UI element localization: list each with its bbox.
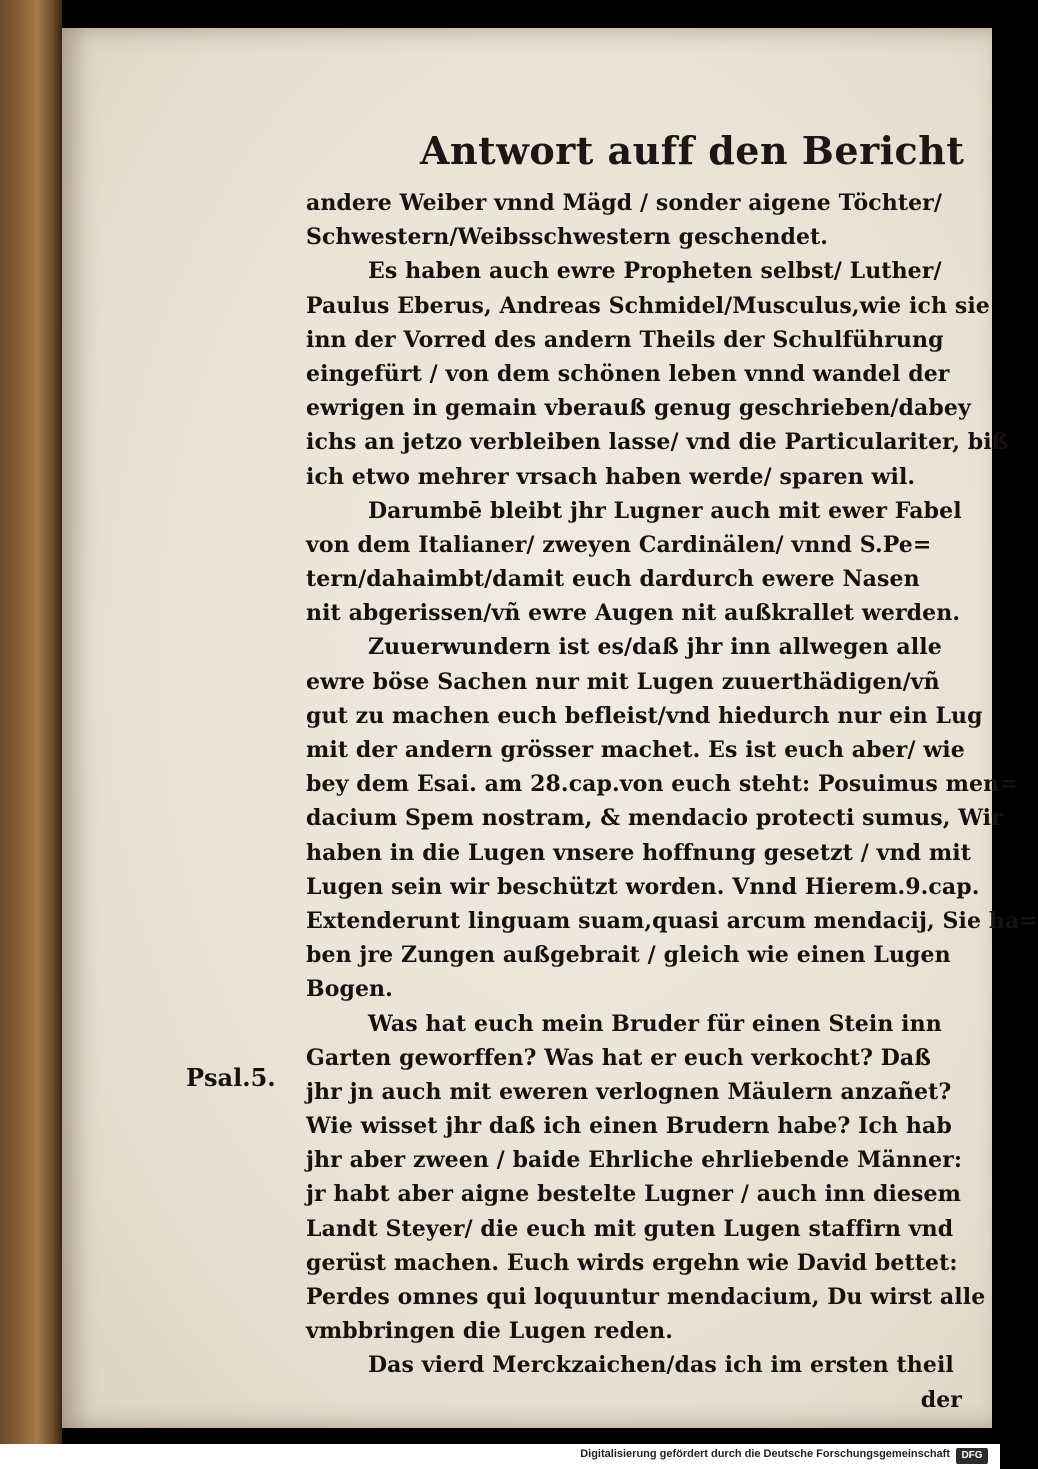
body-text bbox=[306, 186, 1038, 1417]
text-line: Das vierd Merckzaichen/das ich im ersten theil bbox=[368, 1352, 954, 1379]
footer-bar bbox=[0, 1444, 1000, 1469]
text-line: ich etwo mehrer vrsach haben werde/ sparen wil. bbox=[306, 463, 916, 490]
text-line: eingefürt / von dem schönen leben vnnd wandel der bbox=[306, 360, 950, 387]
text-line: Paulus Eberus, Andreas Schmidel/Musculus,wie ich sie bbox=[306, 292, 990, 319]
text-line: dacium Spem nostram, & mendacio protecti sumus, Wir bbox=[306, 805, 1003, 832]
text-line: vmbbringen die Lugen reden. bbox=[306, 1318, 674, 1345]
text-line: jr habt aber aigne bestelte Lugner / auch inn diesem bbox=[306, 1181, 961, 1208]
text-line: gerüst machen. Euch wirds ergehn wie David bettet: bbox=[306, 1249, 958, 1276]
text-line: ewrigen in gemain vberauß genug geschrieben/dabey bbox=[306, 395, 971, 422]
text-line: Landt Steyer/ die euch mit guten Lugen staffirn vnd bbox=[306, 1215, 954, 1242]
text-line: von dem Italianer/ zweyen Cardinälen/ vnnd S.Pe= bbox=[306, 531, 932, 558]
text-line: Darumbē bleibt jhr Lugner auch mit ewer Fabel bbox=[368, 497, 962, 524]
text-line: Perdes omnes qui loquuntur mendacium, Du wirst alle bbox=[306, 1284, 986, 1310]
text-line: Extenderunt linguam suam,quasi arcum mendacij, Sie ha= bbox=[306, 907, 1038, 934]
text-line: mit der andern grösser machet. Es ist euch aber/ wie bbox=[306, 737, 965, 763]
text-line: jhr aber zween / baide Ehrliche ehrliebende Männer: bbox=[306, 1147, 963, 1174]
text-line: tern/dahaimbt/damit euch dardurch ewere Nasen bbox=[306, 566, 920, 593]
margin-note: Psal.5. bbox=[186, 1063, 276, 1092]
running-head: Antwort auff den Bericht bbox=[420, 128, 965, 173]
text-line: ben jre Zungen außgebrait / gleich wie einen Lugen bbox=[306, 942, 951, 969]
funding-credit: Digitalisierung gefördert durch die Deutsche Forschungsgemeinschaft bbox=[580, 1448, 950, 1460]
text-line: inn der Vorred des andern Theils der Schulführung bbox=[306, 326, 944, 353]
book-edge bbox=[0, 0, 62, 1444]
dfg-logo-icon: DFG bbox=[956, 1448, 988, 1464]
text-line: Lugen sein wir beschützt worden. Vnnd Hierem.9.cap. bbox=[306, 873, 980, 900]
text-line: haben in die Lugen vnsere hoffnung gesetzt / vnd mit bbox=[306, 839, 971, 866]
text-line: Bogen. bbox=[306, 976, 393, 1003]
text-line: bey dem Esai. am 28.cap.von euch steht: Posuimus men= bbox=[306, 771, 1018, 798]
text-line: nit abgerissen/vñ ewre Augen nit außkrallet werden. bbox=[306, 600, 961, 627]
text-line: Es haben auch ewre Propheten selbst/ Luther/ bbox=[368, 258, 942, 285]
text-line: Garten geworffen? Was hat er euch verkocht? Daß bbox=[306, 1044, 932, 1071]
text-line: Zuuerwundern ist es/daß jhr inn allwegen alle bbox=[368, 634, 942, 661]
text-line: Schwestern/Weibsschwestern geschendet. bbox=[306, 224, 829, 251]
text-line: Was hat euch mein Bruder für einen Stein inn bbox=[368, 1010, 942, 1037]
text-line: ichs an jetzo verbleiben lasse/ vnd die Particulariter, biß bbox=[306, 429, 1009, 456]
text-line: ewre böse Sachen nur mit Lugen zuuerthädigen/vñ bbox=[306, 668, 940, 695]
text-line: der bbox=[920, 1386, 962, 1413]
text-line: Wie wisset jhr daß ich einen Brudern habe? Ich hab bbox=[306, 1113, 952, 1140]
text-line: andere Weiber vnnd Mägd / sonder aigene Töchter/ bbox=[306, 190, 942, 216]
text-line: gut zu machen euch befleist/vnd hiedurch nur ein Lug bbox=[306, 702, 983, 729]
text-line: jhr jn auch mit eweren verlognen Mäulern anzañet? bbox=[306, 1078, 952, 1105]
